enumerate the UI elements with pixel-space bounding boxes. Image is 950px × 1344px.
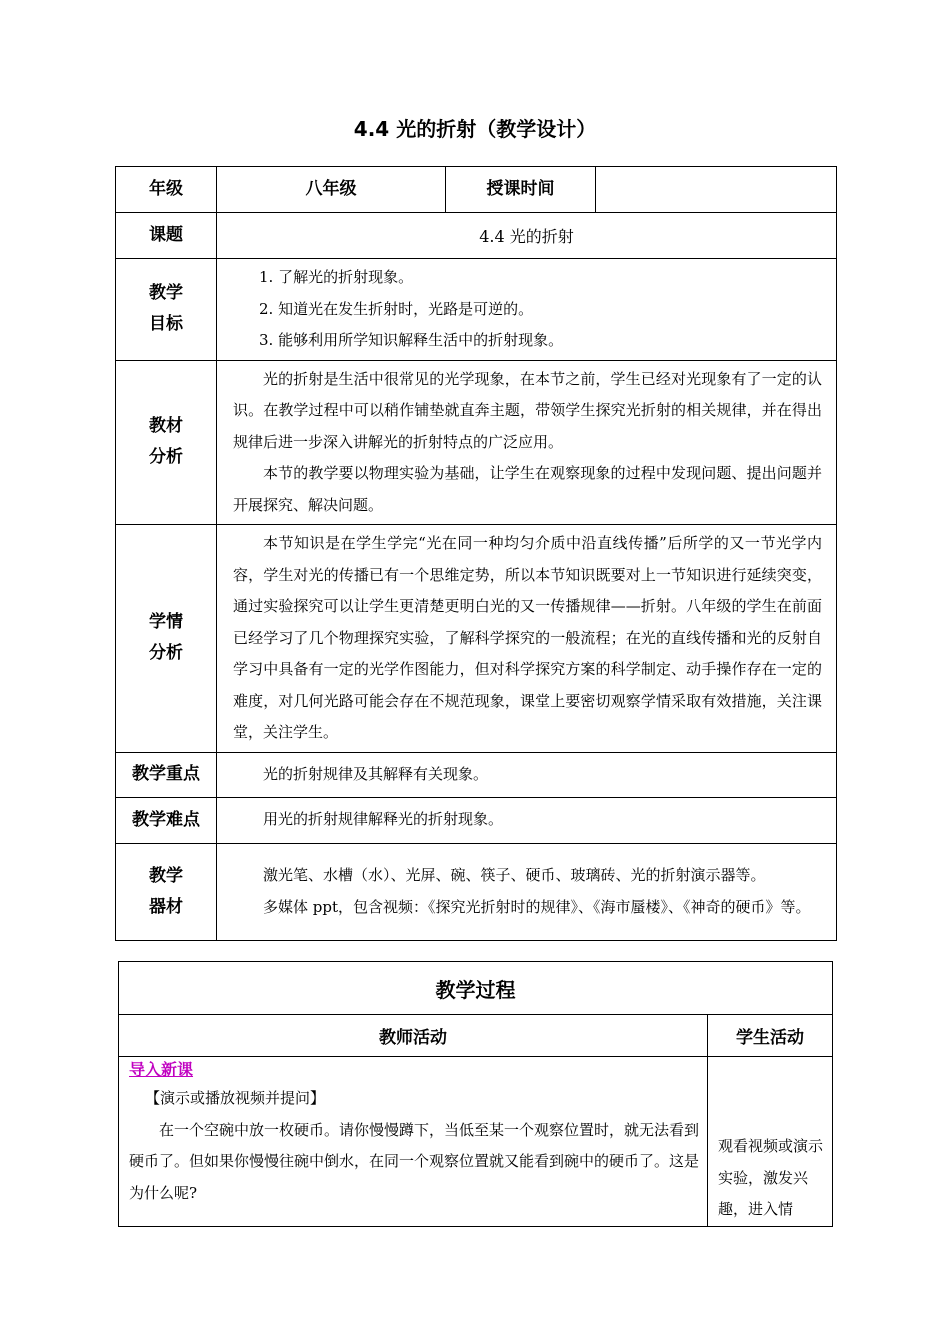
goal-item: 1. 了解光的折射现象。 (259, 268, 414, 286)
material-paragraph: 本节的教学要以物理实验为基础，让学生在观察现象的过程中发现问题、提出问题并开展探究、解决问题。 (233, 464, 822, 514)
goal-item: 3. 能够利用所学知识解释生活中的折射现象。 (259, 331, 564, 349)
page-title: 4.4 光的折射（教学设计） (353, 117, 597, 141)
equipment-label: 教学 器材 (116, 843, 217, 940)
time-value (596, 167, 837, 213)
students-label: 学情 分析 (116, 525, 217, 753)
process-header: 教学过程 (119, 962, 833, 1015)
goal-item: 2. 知道光在发生折射时，光路是可逆的。 (259, 299, 534, 318)
teacher-activity-cell (119, 1057, 708, 1227)
goals-label: 教学 目标 (116, 259, 217, 361)
material-paragraph: 光的折射是生活中很常见的光学现象，在本节之前，学生已经对光现象有了一定的认识。在教学过程中可以稍作铺垫就直奔主题，带领学生探究光折射的相关规律，并在得出规律后进一步深入讲解光的折射特点的广泛应用。 (233, 369, 822, 451)
material-label: 教材 分析 (116, 360, 217, 525)
difficulty-content: 用光的折射规律解释光的折射现象。 (217, 797, 837, 843)
section-title: 导入新课 (129, 1060, 194, 1079)
key-points-label: 教学重点 (116, 752, 217, 797)
time-label: 授课时间 (446, 167, 596, 213)
equipment-paragraph: 激光笔、水槽（水）、光屏、碗、筷子、硬币、玻璃砖、光的折射演示器等。 (263, 866, 766, 884)
equipment-content (217, 843, 837, 940)
topic-value: 4.4 光的折射 (217, 213, 837, 259)
topic-label: 课题 (116, 213, 217, 259)
difficulty-label: 教学难点 (116, 797, 217, 843)
material-content (217, 360, 837, 525)
grade-value: 八年级 (217, 167, 446, 213)
process-paragraph: 在一个空碗中放一枚硬币。请你慢慢蹲下，当低至某一个观察位置时，就无法看到硬币了。但如果你慢慢往碗中倒水，在同一个观察位置就又能看到碗中的硬币了。这是为什么呢? (129, 1120, 700, 1202)
student-activity-header: 学生活动 (708, 1015, 833, 1057)
students-paragraph: 本节知识是在学生学完“光在同一种均匀介质中沿直线传播”后所学的又一节光学内容，学生对光的传播已有一个思维定势，所以本节知识既要对上一节知识进行延续突变，通过实验探究可以让学生更清楚更明白光的又一传播规律——折射。八年级的学生在前面已经学习了几个物理探究实验，了解科学探究的一般流程；在光的直线传播和光的反射自学习中具备有一定的光学作图能力，但对科学探究方案的科学制定、动手操作存在一定的难度，对几何光路可能会存在不规范现象，课堂上要密切观察学情采取有效措施，关注课堂，关注学生。 (233, 534, 822, 741)
teacher-activity-header: 教师活动 (119, 1015, 708, 1057)
student-activity-cell: 观看视频或演示实验，激发兴趣，进入情 (708, 1057, 833, 1227)
subheading: 【演示或播放视频并提问】 (145, 1089, 326, 1107)
lesson-info-table (115, 166, 837, 941)
key-points-content: 光的折射规律及其解释有关现象。 (217, 752, 837, 797)
goals-content (217, 259, 837, 361)
students-content (217, 525, 837, 753)
teaching-process-table (118, 961, 833, 1227)
grade-label: 年级 (116, 167, 217, 213)
equipment-paragraph: 多媒体 ppt，包含视频：《探究光折射时的规律》、《海市蜃楼》、《神奇的硬币》等。 (263, 897, 811, 916)
